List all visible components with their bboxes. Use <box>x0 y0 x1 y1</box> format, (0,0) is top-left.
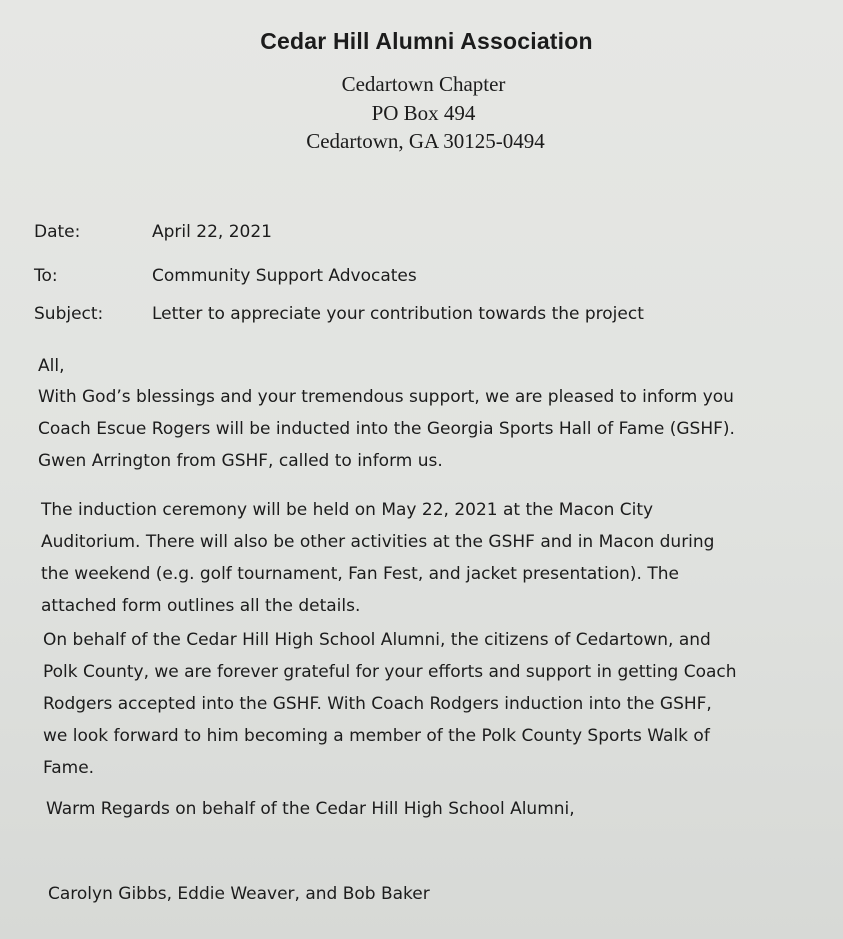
paragraph-line: the weekend (e.g. golf tournament, Fan Fest, and jacket presentation). The <box>41 564 679 584</box>
paragraph-line: The induction ceremony will be held on May 22, 2021 at the Macon City <box>41 500 654 520</box>
to-value: Community Support Advocates <box>152 266 417 286</box>
chapter-name: Cedartown Chapter <box>341 72 506 96</box>
paragraph-ceremony <box>41 494 831 622</box>
paragraph-line: Gwen Arrington from GSHF, called to inform us. <box>38 451 443 471</box>
paragraph-line: Coach Escue Rogers will be inducted into the Georgia Sports Hall of Fame (GSHF). <box>38 419 735 439</box>
organization-name: Cedar Hill Alumni Association <box>260 28 593 54</box>
to-label: To: <box>34 266 58 286</box>
paragraph-line: attached form outlines all the details. <box>41 596 361 616</box>
salutation: All, <box>38 356 65 376</box>
paragraph-line: Polk County, we are forever grateful for your efforts and support in getting Coach <box>43 662 737 682</box>
date-value: April 22, 2021 <box>152 222 272 242</box>
paragraph-line: Rodgers accepted into the GSHF. With Coach Rodgers induction into the GSHF, <box>43 694 712 714</box>
po-box: PO Box 494 <box>371 101 476 125</box>
paragraph-line: On behalf of the Cedar Hill High School Alumni, the citizens of Cedartown, and <box>43 630 711 650</box>
paragraph-announcement <box>38 381 828 477</box>
signatories: Carolyn Gibbs, Eddie Weaver, and Bob Baker <box>48 884 430 904</box>
paragraph-line: we look forward to him becoming a member of the Polk County Sports Walk of <box>43 726 710 746</box>
city-address: Cedartown, GA 30125-0494 <box>306 129 545 153</box>
date-label: Date: <box>34 222 81 242</box>
closing-line: Warm Regards on behalf of the Cedar Hill High School Alumni, <box>46 799 575 819</box>
subject-value: Letter to appreciate your contribution towards the project <box>152 304 644 324</box>
paragraph-line: Fame. <box>43 758 95 778</box>
paragraph-line: Auditorium. There will also be other activities at the GSHF and in Macon during <box>41 532 715 552</box>
paragraph-line: With God’s blessings and your tremendous support, we are pleased to inform you <box>38 387 734 407</box>
subject-label: Subject: <box>34 304 104 324</box>
paragraph-gratitude <box>43 624 833 784</box>
